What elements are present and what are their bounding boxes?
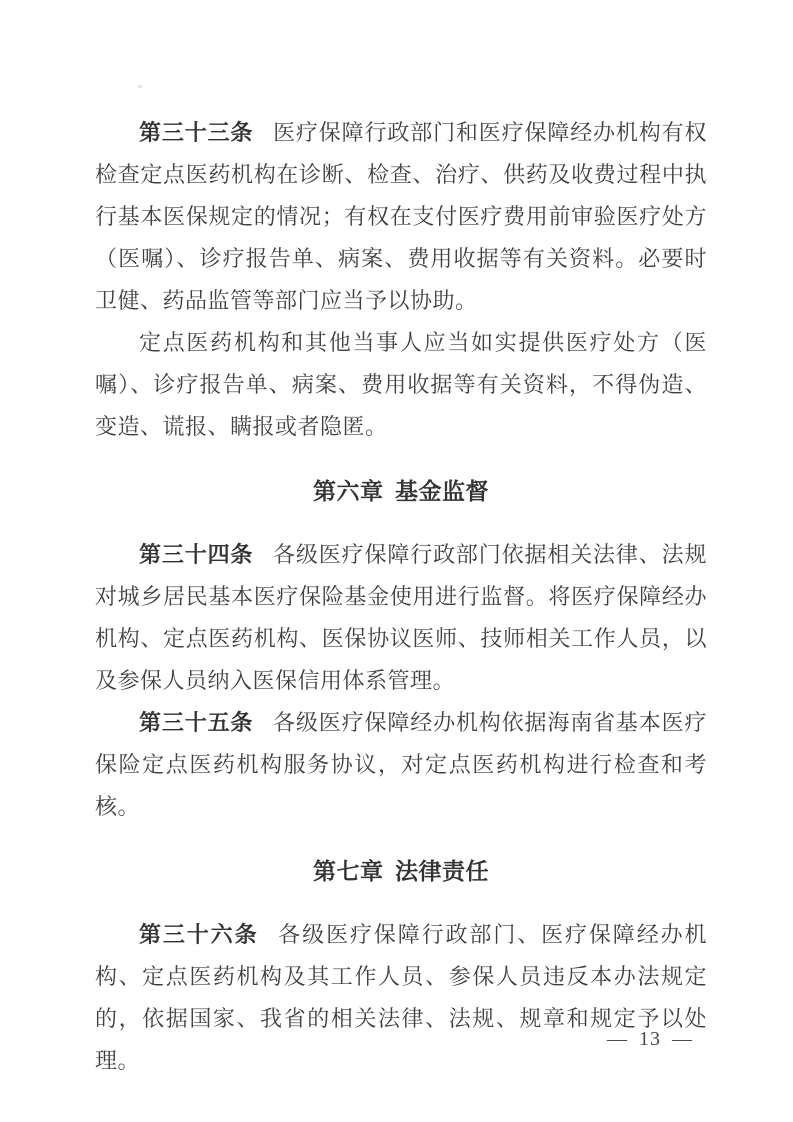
article-34-paragraph: [95, 534, 707, 702]
article-33-second-paragraph-text: 定点医药机构和其他当事人应当如实提供医疗处方（医嘱）、诊疗报告单、病案、费用收据等有关资料，不得伪造、变造、谎报、瞒报或者隐匿。: [95, 330, 707, 439]
article-33-number: 第三十三条: [139, 120, 254, 145]
article-33-paragraph: [95, 112, 707, 322]
scan-artifact-dot: [138, 85, 142, 88]
article-35-paragraph: [95, 702, 707, 828]
chapter-7-number: 第七章: [313, 858, 384, 884]
article-36-text: 各级医疗保障行政部门、医疗保障经办机构、定点医药机构及其工作人员、参保人员违反本办法规定的，依据国家、我省的相关法律、法规、规章和规定予以处理。: [95, 922, 707, 1073]
article-35-text: 各级医疗保障经办机构依据海南省基本医疗保险定点医药机构服务协议，对定点医药机构进行检查和考核。: [95, 710, 707, 819]
chapter-7-heading: [95, 850, 707, 892]
chapter-6-title: 基金监督: [395, 478, 489, 504]
document-content: [95, 112, 707, 1082]
article-33-text: 医疗保障行政部门和医疗保障经办机构有权检查定点医药机构在诊断、检查、治疗、供药及收费过程中执行基本医保规定的情况；有权在支付医疗费用前审验医疗处方（医嘱）、诊疗报告单、病案、费用收据等有关资料。必要时卫健、药品监管等部门应当予以协助。: [95, 120, 707, 313]
article-36-number: 第三十六条: [139, 922, 259, 947]
page-number: — 13 —: [607, 1028, 693, 1050]
article-33-second-paragraph: [95, 322, 707, 448]
chapter-7-title: 法律责任: [395, 858, 489, 884]
chapter-6-number: 第六章: [313, 478, 384, 504]
chapter-6-heading: [95, 470, 707, 512]
page-footer: [607, 1018, 693, 1060]
article-35-number: 第三十五条: [139, 710, 254, 735]
article-34-number: 第三十四条: [139, 542, 254, 567]
article-34-text: 各级医疗保障行政部门依据相关法律、法规对城乡居民基本医疗保险基金使用进行监督。将医疗保障经办机构、定点医药机构、医保协议医师、技师相关工作人员，以及参保人员纳入医保信用体系管理。: [95, 542, 707, 693]
